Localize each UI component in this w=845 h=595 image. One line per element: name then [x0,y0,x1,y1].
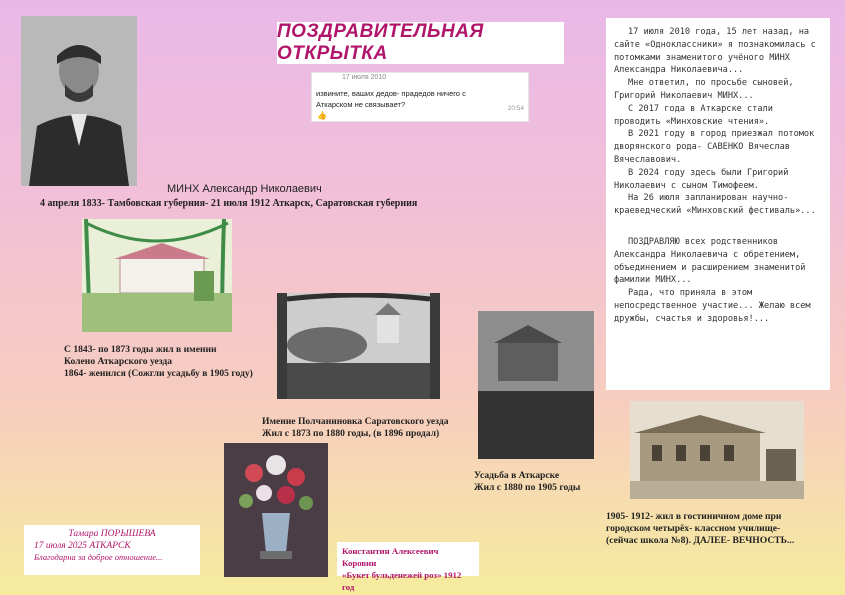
painting-caption-box [337,542,479,592]
story-paragraph: В 2021 году в город приезжал потомок дворянского рода- САВЕНКО Вячеслав Вячеславович. [614,129,815,165]
estate-atkarsk-photo [478,311,594,459]
flowers-painting-illustration [224,443,328,577]
flowers-painting [224,443,328,577]
estate-polchaninovka-illustration [277,293,440,399]
caption-line: Колено Аткарского уезда [64,356,173,367]
guest-house-photo [630,401,804,499]
caption-line: С 1843- по 1873 годы жил в имении [64,344,217,355]
caption-line: Имение Полчаниновка Саратовского уезда [262,416,449,427]
story-paragraph: 17 июля 2010 года, 15 лет назад, на сайте «Одноклассники» я познакомилась с потомками знаменитого учёного МИНХ Александра Николаевича... [614,27,816,76]
caption-line: 1905- 1912- жил в гостиничном доме при [606,511,782,522]
chat-date: 17 июля 2010 [342,74,387,81]
story-spacer [614,218,822,236]
caption-line: Усадьба в Аткарске [474,470,560,481]
estate-polchaninovka-caption [262,416,449,440]
chat-message-text: извините, ваших дедов- прадедов ничего с Аткарском не связывает? [316,89,466,109]
painting-artist: Константин Алексеевич Коровин [342,546,439,568]
caption-line: (сейчас школа №8). ДАЛЕЕ- ВЕЧНОСТЬ... [606,535,795,546]
postcard-title-box [277,22,564,64]
chat-time: 20:54 [507,105,524,112]
story-paragraph: Мне ответил, по просьбе сыновей, Григорий Николаевич МИНХ... [614,78,794,101]
estate-koleno-caption [64,344,253,380]
signature-date-place: 17 июля 2025 АТКАРСК [34,540,131,551]
estate-atkarsk-caption [474,470,580,494]
estate-polchaninovka-picture [277,293,440,399]
person-dates: 4 апреля 1833- Тамбовская губерния- 21 июля 1912 Аткарск, Саратовская губерния [40,198,418,209]
chat-message-card [311,72,529,122]
estate-koleno-picture [82,219,232,332]
guest-house-caption [606,511,794,547]
caption-line: городском четырёх- классном училище- [606,523,781,534]
caption-line: 1864- женился (Сожгли усадьбу в 1905 году) [64,368,253,379]
story-paragraph: В 2024 году здесь были Григорий Николаевич с сыном Тимофеем. [614,167,789,191]
story-closing: Рада, что приняла в этом непосредственное участие... Желаю всем дружбы, счастья и здоровья!... [614,288,811,324]
signature-box [24,525,200,575]
estate-atkarsk-illustration [478,311,594,459]
story-paragraph: На 26 июля запланирован научно- краеведческий «Минховский фестиваль»... [614,193,816,217]
guest-house-illustration [630,401,804,499]
postcard-title: ПОЗДРАВИТЕЛЬНАЯ ОТКРЫТКА [277,21,484,64]
caption-line: Жил с 1873 по 1880 годы, (в 1896 продал) [262,428,440,439]
signature-thanks: Благодарна за доброе отношение... [34,552,163,562]
estate-koleno-illustration [82,219,232,332]
story-panel [606,18,830,390]
story-closing: ПОЗДРАВЛЯЮ всех родственников Александра Николаевича с обретением, объединением и расширением знаменитой фамилии МИНХ... [614,236,806,286]
person-name: МИНХ Александр Николаевич [167,183,322,195]
signature-author: Тамара ПОРЫШЕВА [68,529,156,539]
portrait-photo [21,16,137,186]
portrait-illustration [21,16,137,186]
painting-title: «Букет бульденежей роз» 1912 год [342,570,462,592]
thumbs-up-icon: 👍 [317,111,327,120]
story-paragraph: С 2017 года в Аткарске стали проводить «Минховские чтения». [614,103,773,127]
caption-line: Жил с 1880 по 1905 годы [474,482,581,493]
